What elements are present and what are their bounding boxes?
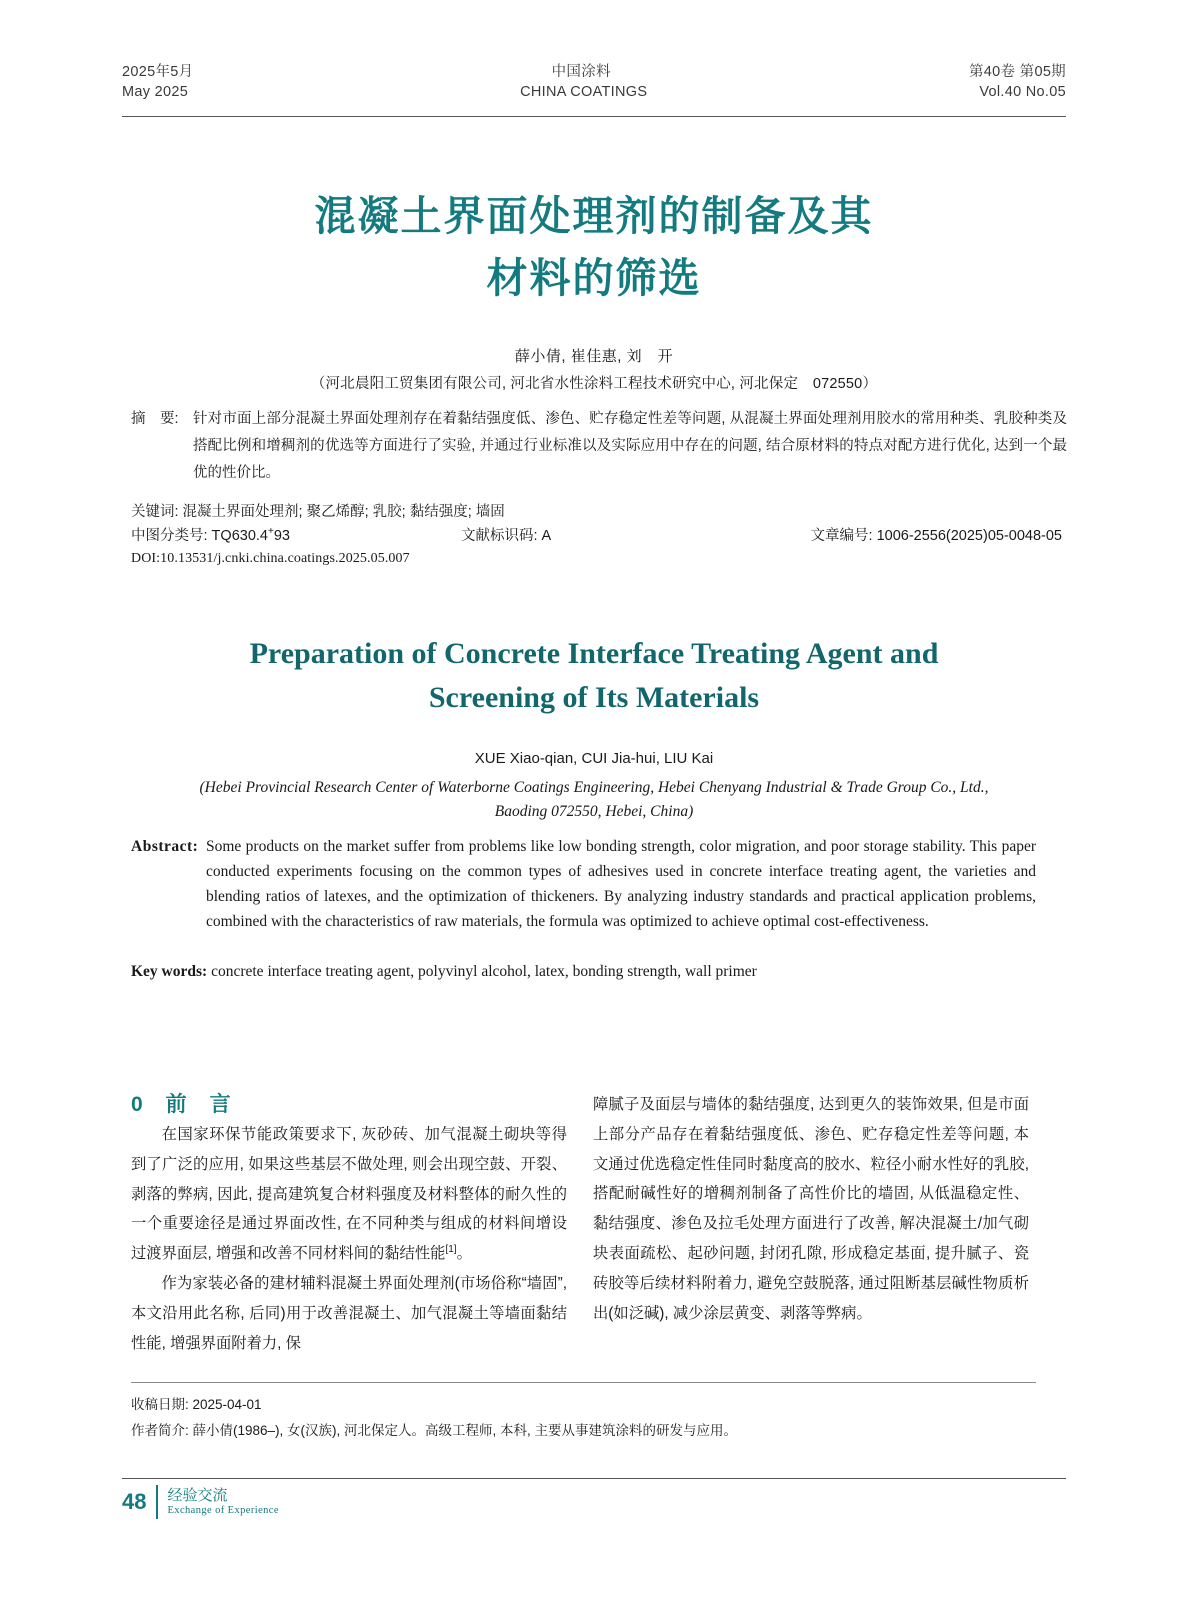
classification-row bbox=[131, 524, 1067, 545]
keywords-en-body: concrete interface treating agent, polyvinyl alcohol, latex, bonding strength, wall primer bbox=[211, 963, 757, 980]
title-en-line2: Screening of Its Materials bbox=[428, 680, 760, 714]
document-code: 文献标识码: A bbox=[461, 528, 552, 544]
body-paragraph-1-text: 在国家环保节能政策要求下, 灰砂砖、加气混凝土砌块等得到了广泛的应用, 如果这些基层不做处理, 则会出现空鼓、开裂、剥落的弊病, 因此, 提高建筑复合材料强度及材料整体的耐久性的一个重要途径是通过界面改性, 在不同种类与组成的材料间增设过渡界面层, 增强和改善不同材料间的黏结性能 bbox=[131, 1126, 567, 1263]
abstract-cn-label: 摘 要: bbox=[131, 411, 179, 427]
footer-section-en: Exchange of Experience bbox=[167, 1504, 279, 1516]
clc-number bbox=[131, 524, 461, 545]
affiliation-cn: （河北晨阳工贸集团有限公司, 河北省水性涂料工程技术研究中心, 河北保定 072550） bbox=[310, 376, 878, 392]
affiliation-en-line2: Baoding 072550, Hebei, China) bbox=[494, 803, 694, 821]
section-heading-intro: 0 前 言 bbox=[131, 1093, 232, 1116]
abstract-en bbox=[131, 834, 1036, 934]
clc-superscript: + bbox=[267, 526, 274, 538]
body-column-left bbox=[131, 1120, 567, 1359]
footer-section-cn: 经验交流 bbox=[167, 1487, 228, 1505]
footer-divider bbox=[122, 1478, 1066, 1479]
abstract-cn bbox=[131, 406, 1067, 486]
header-divider bbox=[122, 116, 1066, 117]
title-cn-line2: 材料的筛选 bbox=[486, 254, 702, 301]
clc-number-text: 中图分类号: TQ630.4 bbox=[131, 528, 268, 544]
running-head-row-cn bbox=[122, 60, 1066, 81]
affiliation-en bbox=[132, 776, 1056, 824]
author-bio: 作者简介: 薛小倩(1986–), 女(汉族), 河北保定人。高级工程师, 本科, 主要从事建筑涂料的研发与应用。 bbox=[131, 1422, 738, 1438]
journal-name-en: CHINA COATINGS bbox=[520, 84, 648, 100]
title-cn-line1: 混凝土界面处理剂的制备及其 bbox=[314, 193, 874, 239]
body-column-right bbox=[593, 1090, 1029, 1329]
volume-issue-en: Vol.40 No.05 bbox=[979, 84, 1066, 100]
issue-date-en: May 2025 bbox=[122, 84, 189, 100]
title-en bbox=[152, 632, 1036, 719]
issue-date-cn: 2025年5月 bbox=[122, 64, 194, 80]
footnote-block bbox=[131, 1392, 1036, 1443]
body-paragraph-1 bbox=[131, 1120, 567, 1269]
journal-name-cn: 中国涂料 bbox=[551, 64, 611, 80]
title-en-line1: Preparation of Concrete Interface Treating Agent and bbox=[249, 637, 939, 670]
authors-en: XUE Xiao-qian, CUI Jia-hui, LIU Kai bbox=[474, 750, 714, 767]
title-cn bbox=[122, 186, 1066, 309]
volume-issue-cn: 第40卷 第05期 bbox=[969, 64, 1066, 80]
clc-number-tail: 93 bbox=[273, 528, 290, 544]
authors-cn: 薛小倩, 崔佳惠, 刘 开 bbox=[514, 348, 674, 365]
page-number: 48 bbox=[122, 1489, 147, 1514]
doi-text: DOI:10.13531/j.cnki.china.coatings.2025.05.007 bbox=[131, 551, 410, 566]
article-id: 文章编号: 1006-2556(2025)05-0048-05 bbox=[810, 528, 1062, 544]
keywords-cn: 关键词: 混凝土界面处理剂; 聚乙烯醇; 乳胶; 黏结强度; 墙固 bbox=[131, 504, 505, 520]
body-paragraph-2: 作为家装必备的建材辅料混凝土界面处理剂(市场俗称“墙固”, 本文沿用此名称, 后同)用于改善混凝土、加气混凝土等墙面黏结性能, 增强界面附着力, 保 bbox=[131, 1275, 567, 1352]
keywords-en-label: Key words: bbox=[131, 963, 208, 980]
footnote-divider bbox=[131, 1382, 1036, 1383]
abstract-en-body: Some products on the market suffer from problems like low bonding strength, color migration, and poor storage stability. This paper conducted experiments focusing on the common types of adhesives used in concrete interface treating agent, the varieties and blending ratios of latexes, and the optimization of thickeners. By analyzing industry standards and practical application problems, combined with the characteristics of raw materials, the formula was optimized to achieve optimal cost-effectiveness. bbox=[206, 838, 1036, 931]
footer-accent-bar bbox=[156, 1485, 158, 1519]
body-paragraph-1-tail: 。 bbox=[456, 1245, 472, 1263]
abstract-cn-body: 针对市面上部分混凝土界面处理剂存在着黏结强度低、渗色、贮存稳定性差等问题, 从混凝土界面处理剂用胶水的常用种类、乳胶种类及搭配比例和增稠剂的优选等方面进行了实验, 并通过行业标准以及实际应用中存在的问题, 结合原材料的特点对配方进行优化, 达到一个最优的性价比。 bbox=[193, 411, 1067, 481]
page-footer bbox=[122, 1485, 1066, 1519]
abstract-en-label: Abstract: bbox=[131, 838, 199, 855]
footer-section-label bbox=[167, 1487, 278, 1516]
body-paragraph-3: 障腻子及面层与墙体的黏结强度, 达到更久的装饰效果, 但是市面上部分产品存在着黏结强度低、渗色、贮存稳定性差等问题, 本文通过优选稳定性佳同时黏度高的胶水、粒径小耐水性好的乳胶, 搭配耐碱性好的增稠剂制备了高性价比的墙固, 从低温稳定性、黏结强度、渗色及拉毛处理方面进行了改善, 解决混凝土/加气砌块表面疏松、起砂问题, 封闭孔隙, 形成稳定基面, 提升腻子、瓷砖胶等后续材料附着力, 避免空鼓脱落, 通过阻断基层碱性物质析出(如泛碱), 减少涂层黄变、剥落等弊病。 bbox=[593, 1096, 1029, 1322]
running-head bbox=[122, 60, 1066, 100]
running-head-row-en bbox=[122, 84, 1066, 100]
keywords-en bbox=[131, 960, 1036, 985]
affiliation-en-line1: (Hebei Provincial Research Center of Waterborne Coatings Engineering, Hebei Chenyang Industrial & Trade Group Co., Ltd., bbox=[199, 779, 989, 796]
citation-marker-1: [1] bbox=[445, 1244, 457, 1256]
received-date: 收稿日期: 2025-04-01 bbox=[131, 1397, 262, 1412]
